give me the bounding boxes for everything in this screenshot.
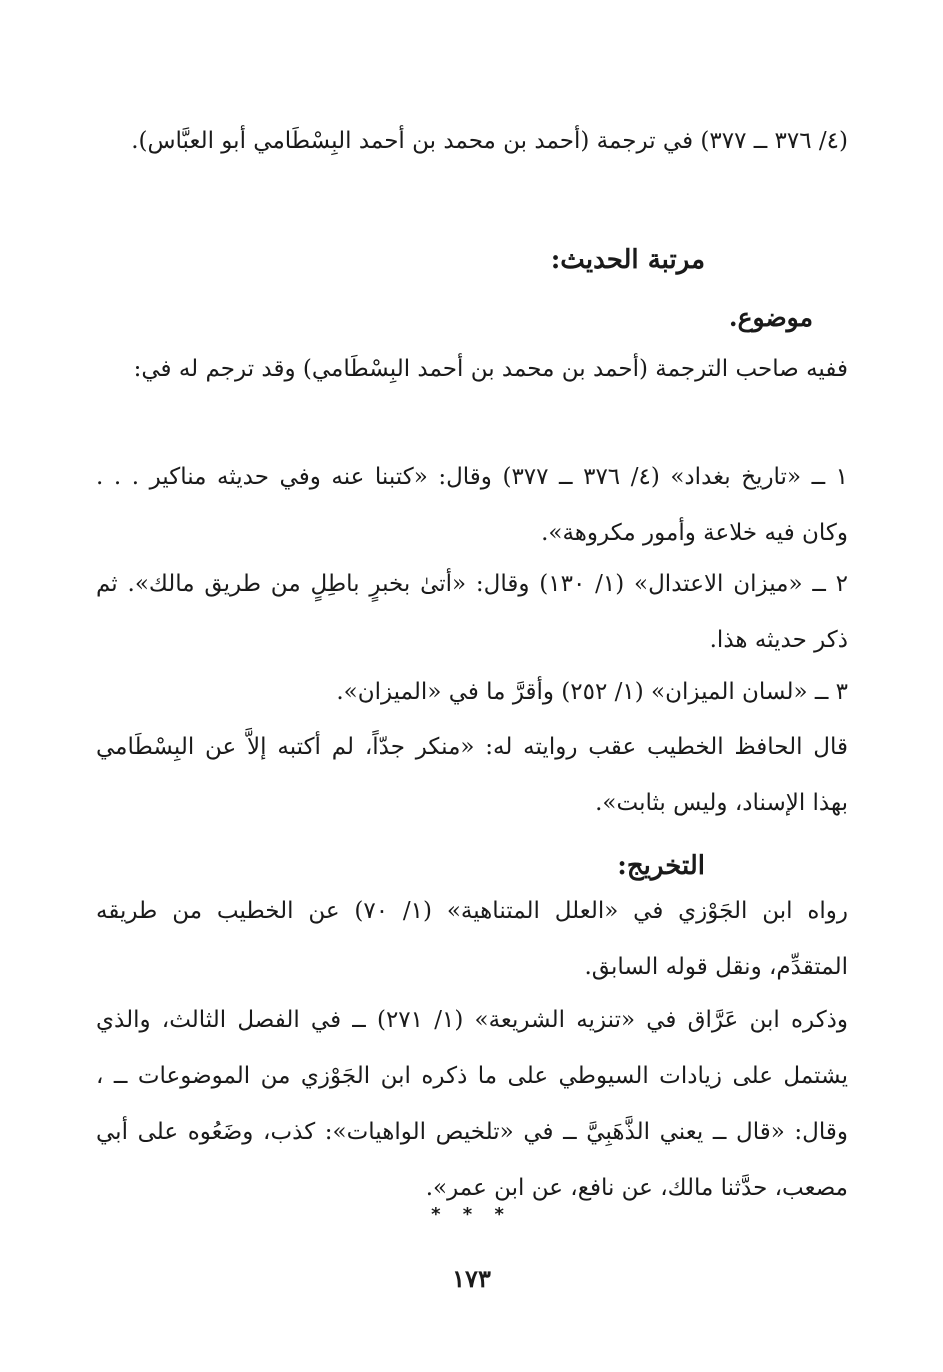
- section-separator: * * *: [431, 1204, 512, 1225]
- list-item-1: ١ ــ «تاريخ بغداد» (٤/ ٣٧٦ ــ ٣٧٧) وقال: «كتبنا عنه وفي حديثه مناكير . . . وكان فيه خلاعة وأمور مكروهة».: [96, 464, 848, 546]
- page-number: ١٧٣: [452, 1264, 491, 1293]
- khatib-paragraph: قال الحافظ الخطيب عقب روايته له: «منكر جدّاً، لم أكتبه إلاَّ عن البِسْطَامي بهذا الإسناد، وليس بثابت».: [96, 734, 848, 816]
- reason-paragraph: ففيه صاحب الترجمة (أحمد بن محمد بن أحمد البِسْطَامي) وقد ترجم له في:: [133, 356, 848, 382]
- list-item-2: ٢ ــ «ميزان الاعتدال» (١/ ١٣٠) وقال: «أتىٰ بخبرٍ باطِلٍ من طريق مالك». ثم ذكر حديثه هذا.: [96, 571, 849, 653]
- list-item-3: ٣ ــ «لسان الميزان» (١/ ٢٥٢) وأقرَّ ما في «الميزان».: [336, 679, 848, 705]
- intro-paragraph: (٤/ ٣٧٦ ــ ٣٧٧) في ترجمة (أحمد بن محمد بن أحمد البِسْطَامي أبو العبَّاس).: [131, 128, 848, 154]
- takhrij-paragraph-1: رواه ابن الجَوْزي في «العلل المتناهية» (١/ ٧٠) عن الخطيب من طريقه المتقدِّم، ونقل قوله السابق.: [96, 898, 848, 980]
- takhrij-paragraph-2: وذكره ابن عَرَّاق في «تنزيه الشريعة» (١/ ٢٧١) ــ في الفصل الثالث، والذي يشتمل على زيادات السيوطي على ما ذكره ابن الجَوْزي من الموضوعات ــ ، وقال: «قال ــ يعني الذَّهَبِيَّ ــ في «تلخيص الواهيات»: كذب، وضَعُوه على أبي مصعب، حدَّثنا مالك، عن نافع، عن ابن عمر».: [96, 1007, 848, 1201]
- section-heading-rank: مرتبة الحديث:: [550, 245, 705, 275]
- rank-value: موضوع.: [728, 303, 813, 332]
- section-heading-takhrij: التخريج:: [617, 851, 705, 881]
